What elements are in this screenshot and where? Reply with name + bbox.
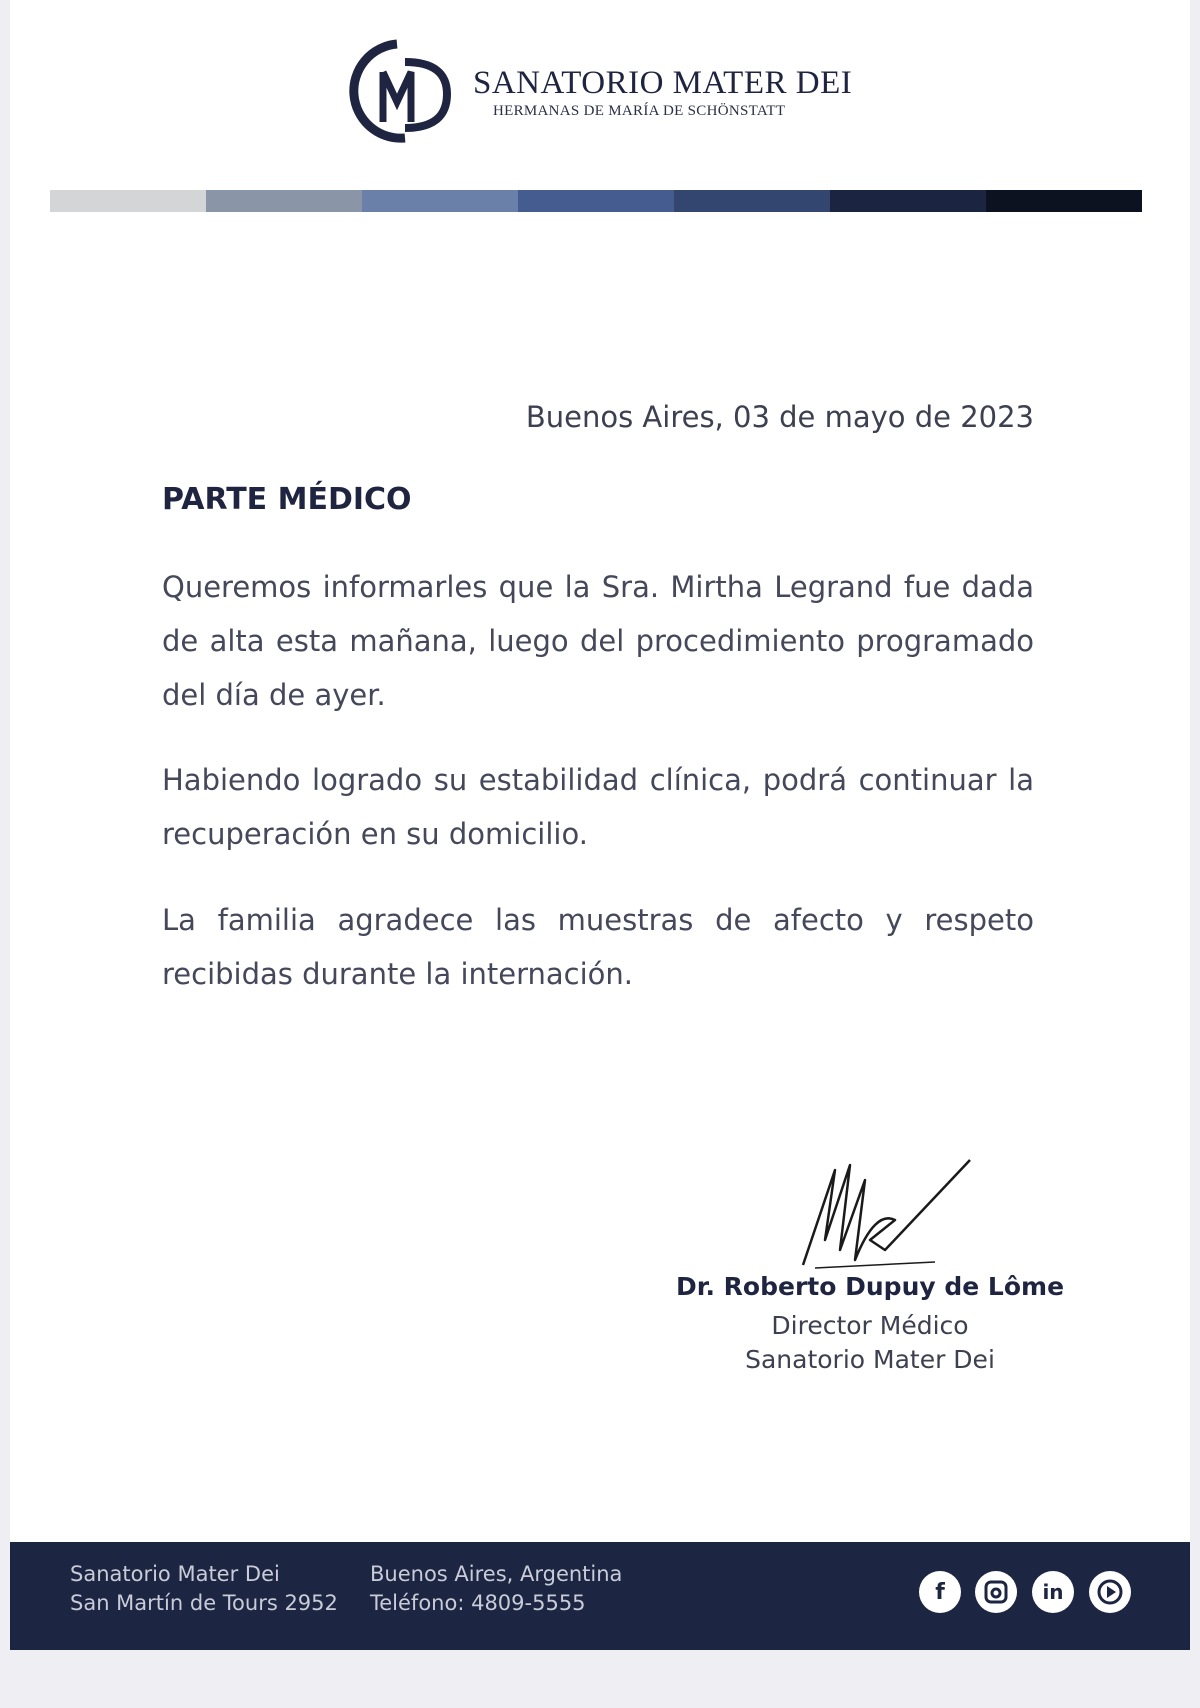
- footer-city: Buenos Aires, Argentina: [370, 1562, 623, 1586]
- stripe-segment: [830, 190, 986, 212]
- letter-heading: PARTE MÉDICO: [162, 482, 412, 517]
- footer-name: Sanatorio Mater Dei: [70, 1562, 280, 1586]
- stripe-segment: [674, 190, 830, 212]
- stripe-segment: [362, 190, 518, 212]
- color-stripe: [50, 190, 1142, 212]
- brand-subtitle: HERMANAS DE MARÍA DE SCHÖNSTATT: [493, 103, 786, 119]
- brand-name: [473, 64, 852, 120]
- linkedin-icon[interactable]: in: [1032, 1571, 1074, 1613]
- sanatorio-logo: [335, 32, 455, 152]
- signer-role: Director Médico: [771, 1311, 969, 1340]
- letter-date: Buenos Aires, 03 de mayo de 2023: [525, 400, 1034, 434]
- footer-phone: Teléfono: 4809-5555: [370, 1591, 586, 1615]
- instagram-icon[interactable]: [975, 1571, 1017, 1613]
- paragraph: Habiendo logrado su estabilidad clínica, podrá continuar la recuperación en su domicilio.: [162, 763, 1034, 851]
- stripe-segment: [518, 190, 674, 212]
- stripe-segment: [206, 190, 362, 212]
- facebook-icon[interactable]: f: [919, 1571, 961, 1613]
- paragraph: La familia agradece las muestras de afecto y respeto recibidas durante la internación.: [162, 903, 1034, 991]
- signer-name: Dr. Roberto Dupuy de Lôme: [675, 1272, 1065, 1301]
- stripe-segment: [986, 190, 1142, 212]
- footer-address: San Martín de Tours 2952: [70, 1591, 338, 1615]
- signer-org: Sanatorio Mater Dei: [745, 1345, 995, 1374]
- signature: [795, 1150, 975, 1275]
- stripe-segment: [50, 190, 206, 212]
- paragraph: Queremos informarles que la Sra. Mirtha Legrand fue dada de alta esta mañana, luego del procedimiento programado del día de ayer.: [162, 570, 1034, 712]
- footer: [10, 1542, 1190, 1650]
- brand-title: SANATORIO MATER DEI: [473, 65, 853, 101]
- youtube-icon[interactable]: [1089, 1571, 1131, 1613]
